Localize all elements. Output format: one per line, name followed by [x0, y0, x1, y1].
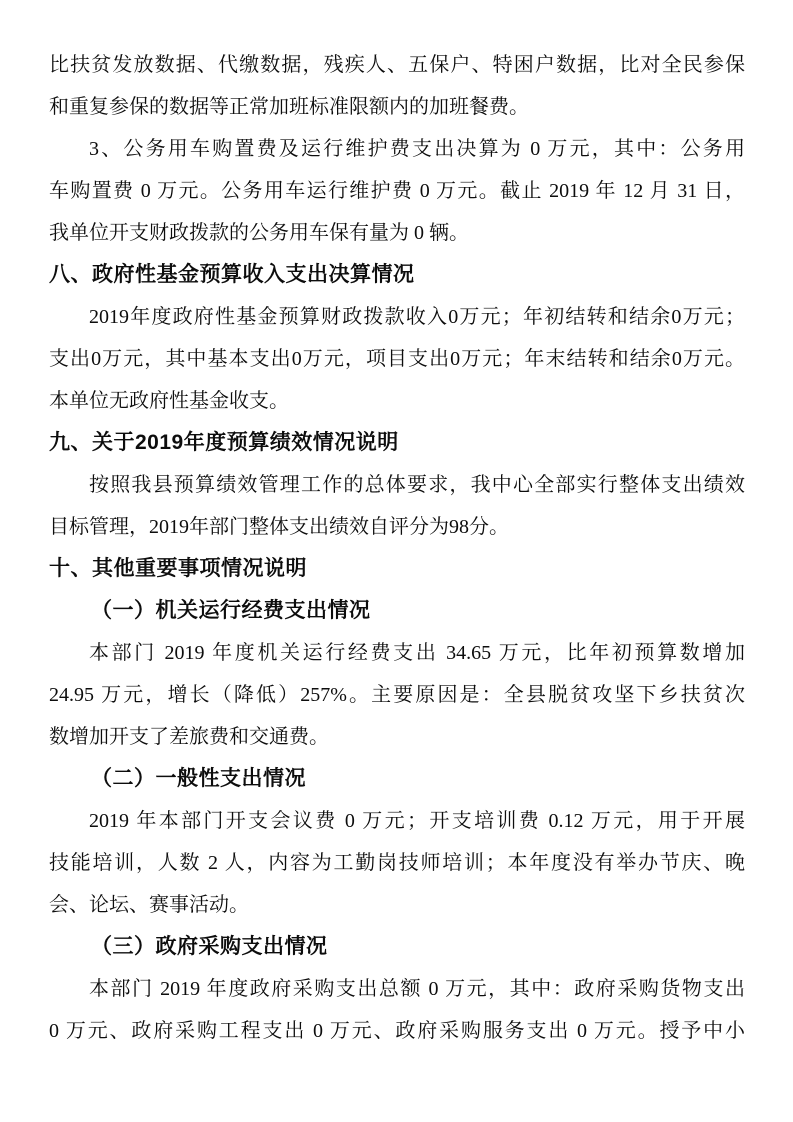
body-line: 支出0万元，其中基本支出0万元，项目支出0万元；年末结转和结余0万元。 [49, 348, 745, 370]
body-line: 和重复参保的数据等正常加班标准限额内的加班餐费。 [49, 96, 529, 118]
body-line: 车购置费 0 万元。公务用车运行维护费 0 万元。截止 2019 年 12 月 31 日， [49, 180, 745, 202]
subsection-heading-2: （二）一般性支出情况 [91, 767, 306, 790]
section-heading-ix: 九、关于2019年度预算绩效情况说明 [49, 431, 399, 454]
body-line: 2019年度政府性基金预算财政拨款收入0万元；年初结转和结余0万元； [89, 306, 745, 328]
body-line: 24.95 万元，增长（降低）257%。主要原因是：全县脱贫攻坚下乡扶贫次 [49, 684, 745, 706]
subsection-heading-3: （三）政府采购支出情况 [91, 935, 328, 958]
body-line: 本部门 2019 年度机关运行经费支出 34.65 万元，比年初预算数增加 [89, 642, 745, 664]
body-line-item-3: 3、公务用车购置费及运行维护费支出决算为 0 万元，其中：公务用 [89, 138, 745, 160]
section-heading-viii: 八、政府性基金预算收入支出决算情况 [49, 263, 415, 286]
body-line: 0 万元、政府采购工程支出 0 万元、政府采购服务支出 0 万元。授予中小 [49, 1020, 745, 1042]
body-line: 目标管理，2019年部门整体支出绩效自评分为98分。 [49, 516, 509, 538]
body-line: 2019 年本部门开支会议费 0 万元；开支培训费 0.12 万元，用于开展 [89, 810, 745, 832]
body-line: 我单位开支财政拨款的公务用车保有量为 0 辆。 [49, 222, 469, 244]
body-line: 本部门 2019 年度政府采购支出总额 0 万元，其中：政府采购货物支出 [89, 978, 745, 1000]
body-line: 本单位无政府性基金收支。 [49, 390, 289, 412]
body-line: 按照我县预算绩效管理工作的总体要求，我中心全部实行整体支出绩效 [89, 474, 745, 496]
body-line: 数增加开支了差旅费和交通费。 [49, 726, 329, 748]
section-heading-x: 十、其他重要事项情况说明 [49, 557, 307, 580]
body-line: 比扶贫发放数据、代缴数据，残疾人、五保户、特困户数据，比对全民参保 [49, 54, 745, 76]
body-line: 技能培训，人数 2 人，内容为工勤岗技师培训；本年度没有举办节庆、晚 [49, 852, 745, 874]
subsection-heading-1: （一）机关运行经费支出情况 [91, 599, 371, 622]
body-line: 会、论坛、赛事活动。 [49, 894, 249, 916]
